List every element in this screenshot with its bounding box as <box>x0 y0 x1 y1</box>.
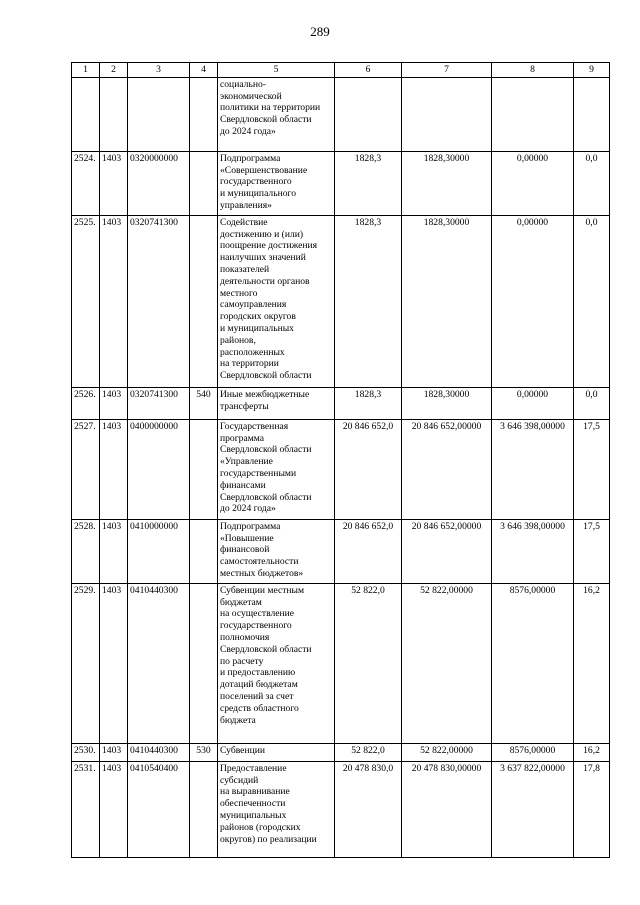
section-code-cell: 1403 <box>100 387 128 419</box>
adjusted-amount-cell: 52 822,00000 <box>402 583 492 743</box>
row-number-cell: 2530. <box>72 743 100 761</box>
execution-percent-cell: 16,2 <box>574 583 610 743</box>
row-number-cell: 2531. <box>72 761 100 857</box>
item-name-cell: Субвенции <box>218 743 335 761</box>
column-header-4: 4 <box>190 63 218 78</box>
executed-amount-cell: 3 646 398,00000 <box>492 419 574 519</box>
target-article-code-cell: 0410000000 <box>128 519 190 583</box>
target-article-code-cell: 0410540400 <box>128 761 190 857</box>
row-number-cell <box>72 77 100 151</box>
target-article-code-cell: 0400000000 <box>128 419 190 519</box>
expense-type-code-cell <box>190 419 218 519</box>
execution-percent-cell: 17,5 <box>574 519 610 583</box>
column-header-5: 5 <box>218 63 335 78</box>
row-number-cell: 2526. <box>72 387 100 419</box>
column-header-9: 9 <box>574 63 610 78</box>
table-row <box>72 583 610 743</box>
approved-amount-cell: 1828,3 <box>335 151 402 215</box>
column-header-6: 6 <box>335 63 402 78</box>
page-number: 289 <box>310 24 330 39</box>
section-code-cell: 1403 <box>100 151 128 215</box>
item-name-cell: социально- экономической политики на территории Свердловской области до 2024 года» <box>218 77 335 151</box>
adjusted-amount-cell: 1828,30000 <box>402 387 492 419</box>
target-article-code-cell: 0320000000 <box>128 151 190 215</box>
item-name-cell: Государственная программа Свердловской области «Управление государственными финансами Свердловской области до 2024 года» <box>218 419 335 519</box>
column-header-2: 2 <box>100 63 128 78</box>
item-name-cell: Подпрограмма «Повышение финансовой самостоятельности местных бюджетов» <box>218 519 335 583</box>
target-article-code-cell: 0410440300 <box>128 743 190 761</box>
adjusted-amount-cell: 20 846 652,00000 <box>402 419 492 519</box>
executed-amount-cell: 8576,00000 <box>492 583 574 743</box>
table-row <box>72 77 610 151</box>
row-number-cell: 2524. <box>72 151 100 215</box>
item-name-cell: Содействие достижению и (или) поощрение достижения наилучших значений показателей деятельности органов местного самоуправления городских округов и муниципальных районов, расположенных на территории Свердловской области <box>218 215 335 387</box>
column-header-3: 3 <box>128 63 190 78</box>
expense-type-code-cell <box>190 151 218 215</box>
table-row <box>72 519 610 583</box>
row-number-cell: 2528. <box>72 519 100 583</box>
column-header-7: 7 <box>402 63 492 78</box>
row-number-cell: 2529. <box>72 583 100 743</box>
approved-amount-cell: 20 478 830,0 <box>335 761 402 857</box>
execution-percent-cell: 0,0 <box>574 215 610 387</box>
expense-type-code-cell <box>190 583 218 743</box>
table-row <box>72 743 610 761</box>
section-code-cell: 1403 <box>100 743 128 761</box>
table-row <box>72 215 610 387</box>
section-code-cell <box>100 77 128 151</box>
execution-percent-cell <box>574 77 610 151</box>
execution-percent-cell: 0,0 <box>574 387 610 419</box>
adjusted-amount-cell: 20 478 830,00000 <box>402 761 492 857</box>
adjusted-amount-cell: 20 846 652,00000 <box>402 519 492 583</box>
target-article-code-cell: 0410440300 <box>128 583 190 743</box>
table-body <box>72 77 610 857</box>
approved-amount-cell: 52 822,0 <box>335 743 402 761</box>
approved-amount-cell: 20 846 652,0 <box>335 519 402 583</box>
expense-type-code-cell: 540 <box>190 387 218 419</box>
target-article-code-cell <box>128 77 190 151</box>
item-name-cell: Подпрограмма «Совершенствование государственного и муниципального управления» <box>218 151 335 215</box>
executed-amount-cell: 0,00000 <box>492 215 574 387</box>
section-code-cell: 1403 <box>100 519 128 583</box>
execution-percent-cell: 0,0 <box>574 151 610 215</box>
execution-percent-cell: 17,5 <box>574 419 610 519</box>
column-header-8: 8 <box>492 63 574 78</box>
item-name-cell: Предоставление субсидий на выравнивание обеспеченности муниципальных районов (городских округов) по реализации <box>218 761 335 857</box>
executed-amount-cell: 3 637 822,00000 <box>492 761 574 857</box>
expense-type-code-cell <box>190 761 218 857</box>
approved-amount-cell: 1828,3 <box>335 387 402 419</box>
table-row <box>72 419 610 519</box>
section-code-cell: 1403 <box>100 419 128 519</box>
adjusted-amount-cell <box>402 77 492 151</box>
execution-percent-cell: 16,2 <box>574 743 610 761</box>
target-article-code-cell: 0320741300 <box>128 387 190 419</box>
budget-table <box>71 62 610 858</box>
column-header-1: 1 <box>72 63 100 78</box>
executed-amount-cell: 0,00000 <box>492 387 574 419</box>
section-code-cell: 1403 <box>100 761 128 857</box>
section-code-cell: 1403 <box>100 583 128 743</box>
section-code-cell: 1403 <box>100 215 128 387</box>
expense-type-code-cell: 530 <box>190 743 218 761</box>
approved-amount-cell: 20 846 652,0 <box>335 419 402 519</box>
row-number-cell: 2525. <box>72 215 100 387</box>
expense-type-code-cell <box>190 77 218 151</box>
approved-amount-cell: 52 822,0 <box>335 583 402 743</box>
table-row <box>72 151 610 215</box>
item-name-cell: Иные межбюджетные трансферты <box>218 387 335 419</box>
adjusted-amount-cell: 52 822,00000 <box>402 743 492 761</box>
executed-amount-cell: 0,00000 <box>492 151 574 215</box>
approved-amount-cell: 1828,3 <box>335 215 402 387</box>
executed-amount-cell: 8576,00000 <box>492 743 574 761</box>
header-row <box>72 63 610 78</box>
table-row <box>72 761 610 857</box>
approved-amount-cell <box>335 77 402 151</box>
expense-type-code-cell <box>190 215 218 387</box>
adjusted-amount-cell: 1828,30000 <box>402 151 492 215</box>
item-name-cell: Субвенции местным бюджетам на осуществление государственного полномочия Свердловской области по расчету и предоставлению дотаций бюджетам поселений за счет средств областного бюджета <box>218 583 335 743</box>
target-article-code-cell: 0320741300 <box>128 215 190 387</box>
executed-amount-cell: 3 646 398,00000 <box>492 519 574 583</box>
expense-type-code-cell <box>190 519 218 583</box>
adjusted-amount-cell: 1828,30000 <box>402 215 492 387</box>
execution-percent-cell: 17,8 <box>574 761 610 857</box>
table-row <box>72 387 610 419</box>
executed-amount-cell <box>492 77 574 151</box>
row-number-cell: 2527. <box>72 419 100 519</box>
